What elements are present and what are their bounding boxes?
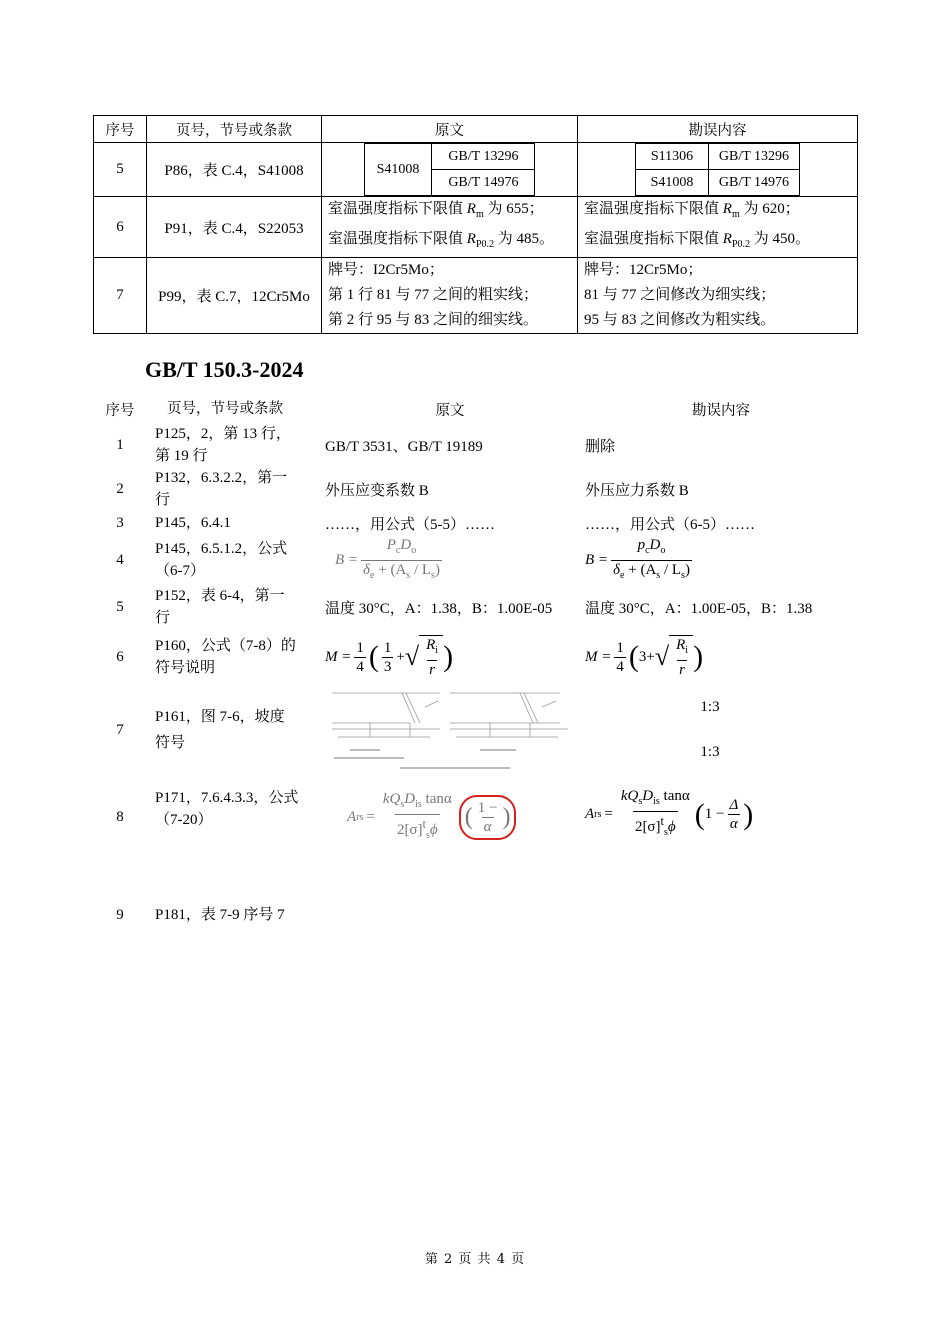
row-no: 7 [116,721,124,738]
row-correction: 室温强度指标下限值 $R_m$ 为 620； 室温强度指标下限值 $R_{P0.2}$ 为 450。 [578,197,858,258]
header-correction: 勘误内容 [578,116,858,143]
table-header-row [93,395,857,423]
slope-ratio-a: 1:3 [700,699,720,715]
row-location: P145，6.5.1.2，公式 （6-7） [155,541,288,579]
table-row [93,467,857,511]
table-row [93,629,857,685]
header-no: 序号 [94,116,147,143]
row-location: P91，表 C.4，S22053 [147,197,322,258]
row-no: 7 [94,258,147,334]
figure-original [325,685,575,775]
table-row [93,511,857,535]
row-no: 2 [116,480,124,497]
table-header-row [94,116,858,143]
formula-correction: M = $\frac{1}{4}$ ( 3 + √ $\frac{R_i}{r}$ ) [585,637,704,678]
grade-cell: S11306 [636,144,709,170]
grade-cell: S41008 [636,170,709,196]
standard-cell: GB/T 14976 [432,170,535,196]
row-correction: 温度 30°C，A：1.00E-05，B：1.38 [585,600,813,617]
row-no: 5 [116,598,124,615]
section-title: GB/T 150.3-2024 [145,357,304,382]
page-footer: 第 2 页 共 4 页 [424,1252,526,1267]
header-original: 原文 [322,116,578,143]
row-original: GB/T 3531、GB/T 19189 [325,438,483,455]
row-location: P171，7.6.4.3.3，公式 （7-20） [155,790,299,828]
row-location: P99，表 C.7，12Cr5Mo [147,258,322,334]
figure-correction [585,685,857,775]
row-correction [578,143,858,197]
row-correction: 删除 [585,438,616,455]
table-row [93,585,857,629]
row-no: 6 [94,197,147,258]
row-location: P132，6.3.2.2，第一 行 [155,470,288,508]
row-original [322,143,578,197]
slope-ratio-b: 1:3 [700,744,720,760]
header-location: 页号，节号或条款 [167,401,283,417]
row-location: P125，2，第 13 行， 第 19 行 [155,426,291,464]
row-location: P181，表 7-9 序号 7 [155,907,285,923]
grade-cell: S41008 [364,144,432,196]
row-original: 牌号：I2Cr5Mo； 第 1 行 81 与 77 之间的粗实线； 第 2 行 95 与 83 之间的细实线。 [322,258,578,334]
row-original: 温度 30°C，A：1.38，B：1.00E-05 [325,600,553,617]
standard-cell: GB/T 13296 [709,144,800,170]
row-location: P86，表 C.4，S41008 [147,143,322,197]
formula-correction: B = $\frac{p_cD_o}{\delta_e + (A_s / L_s)}$ [585,535,857,585]
inner-grade-table [635,143,800,196]
header-original: 原文 [435,402,465,419]
highlight-circle: ( $\frac{1 -}{\alpha}$ ) [459,795,517,840]
table-row [93,685,857,775]
formula-original [325,535,575,585]
row-location: P145，6.4.1 [155,515,231,531]
row-location: P161，图 7-6，坡度 符号 [155,709,285,751]
row-correction: ……，用公式（6-5）…… [585,516,755,533]
row-no: 6 [116,648,124,665]
row-location: P160，公式（7-8）的 符号说明 [155,638,296,676]
formula-image: B = $\frac{P_cD_o}{\delta_e + (A_s / L_s)}$ [335,536,445,585]
formula-original: A rs = $\frac{kQ_sD_{is} \tan\alpha}{2[\sigma]^t_s\phi}$ ( $\frac{1 -}{\alpha}$ ) [325,787,575,847]
row-no: 9 [116,906,124,923]
table-row [94,143,858,197]
errata-table-part1 [93,115,858,334]
row-no: 1 [116,436,124,453]
inner-grade-table [364,143,536,196]
row-no: 4 [116,551,124,568]
row-no: 3 [116,514,124,531]
row-correction: 外压应力系数 B [585,482,689,499]
row-original: ……，用公式（5-5）…… [325,516,495,533]
row-original: 室温强度指标下限值 $R_m$ 为 655； 室温强度指标下限值 $R_{P0.2}$ 为 485。 [322,197,578,258]
table-row [93,535,857,585]
head-reinforcement-figure [330,687,570,773]
header-location: 页号，节号或条款 [147,116,322,143]
table-row [93,423,857,467]
formula-correction: A rs = $\frac{kQ_sD_{is} \tan\alpha}{2[\sigma]^t_s\phi}$ ( 1 − $\frac{\Delta}{\alpha}$ ) [585,787,857,847]
table-row [94,197,858,258]
row-no: 5 [94,143,147,197]
header-no: 序号 [105,402,135,419]
header-correction: 勘误内容 [692,402,750,419]
standard-cell: GB/T 14976 [709,170,800,196]
row-location: P152，表 6-4，第一 行 [155,588,285,626]
table-row [94,258,858,334]
standard-cell: GB/T 13296 [432,144,535,170]
formula-original: M = $\frac{1}{4}$ ( $\frac{1}{3}$ + √ $\frac{R_i}{r}$ ) [325,637,454,678]
table-row [93,787,857,847]
row-correction: 牌号：12Cr5Mo； 81 与 77 之间修改为细实线； 95 与 83 之间修改为粗实线。 [578,258,858,334]
row-no: 8 [116,808,124,825]
row-original: 外压应变系数 B [325,482,429,499]
table-row [93,903,857,927]
